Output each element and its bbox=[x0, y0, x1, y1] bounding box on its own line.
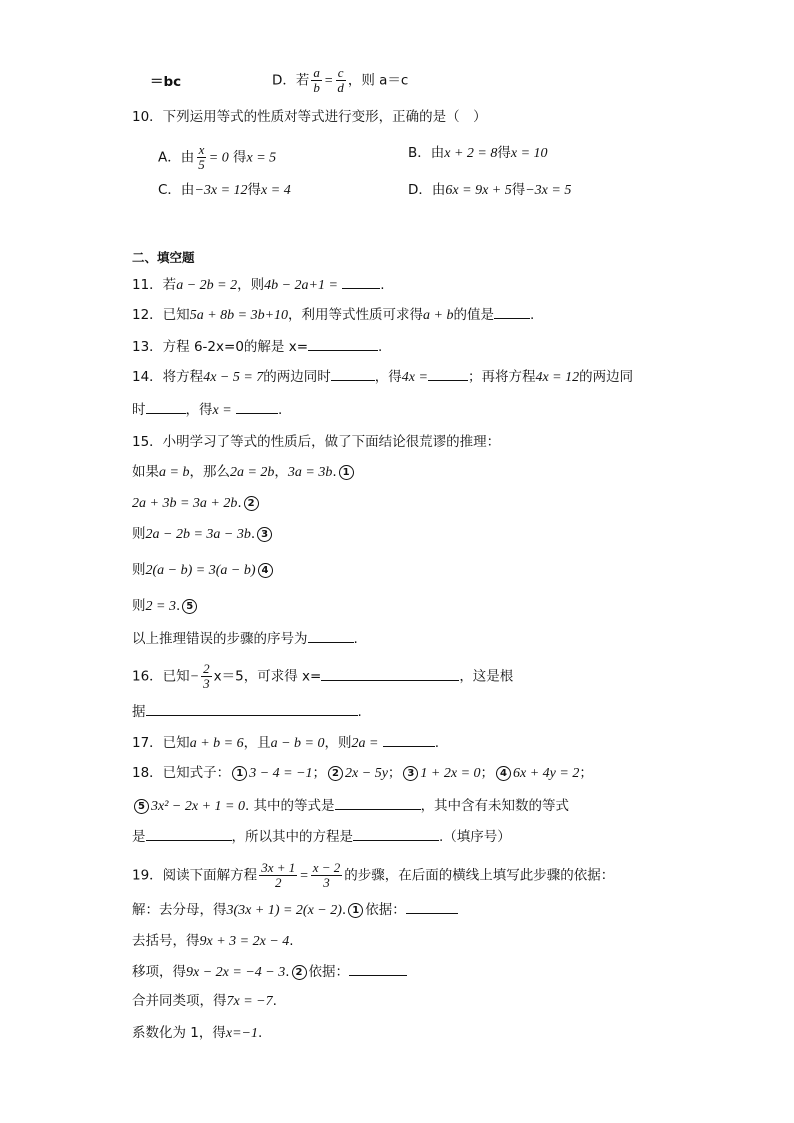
q18-text4: 是 bbox=[132, 829, 146, 845]
q10-a-res: x = 5 bbox=[246, 150, 277, 166]
q18-line1 bbox=[132, 763, 593, 784]
q12-expr2: a + b bbox=[423, 308, 454, 323]
q15-expr: 2a = 2b bbox=[229, 465, 275, 480]
frac-den: 2 bbox=[274, 875, 282, 890]
q10-d-res: −3x = 5 bbox=[525, 183, 572, 198]
q19-step5 bbox=[132, 1023, 262, 1044]
q10-c-get: 得 bbox=[247, 182, 262, 198]
circled-number-icon: 3 bbox=[257, 527, 272, 542]
q10-a-get: 得 bbox=[233, 149, 247, 166]
q10-d-get: 得 bbox=[511, 182, 526, 198]
q10-option-a bbox=[158, 143, 276, 172]
answer-blank[interactable] bbox=[146, 701, 358, 716]
fraction-2-3 bbox=[201, 662, 212, 691]
q19-text: 系数化为 1，得 bbox=[132, 1025, 226, 1041]
q10-b-label: B．由 bbox=[408, 145, 445, 161]
answer-blank[interactable] bbox=[353, 826, 439, 841]
q15-expr: 3a = 3b bbox=[287, 465, 333, 480]
q19-expr: 9x − 2x = −4 − 3 bbox=[186, 965, 286, 980]
q14-text2: 的两边同时 bbox=[263, 369, 331, 385]
answer-blank[interactable] bbox=[236, 399, 278, 414]
frac-num: a bbox=[313, 65, 320, 80]
q14-expr3: 4x = 12 bbox=[535, 370, 580, 385]
q10-d-expr: 6x = 9x + 5 bbox=[445, 183, 512, 198]
q16-end: . bbox=[357, 704, 362, 720]
frac-den: d bbox=[337, 80, 344, 95]
section-title: 二、填空题 bbox=[132, 250, 195, 265]
circled-number-icon: 3 bbox=[403, 766, 418, 781]
circled-number-icon: 5 bbox=[134, 799, 149, 814]
q16-line1 bbox=[132, 662, 513, 691]
q19-text2: 的步骤，在后面的横线上填写此步骤的依据： bbox=[344, 867, 615, 884]
q19-text: . bbox=[341, 902, 347, 918]
q15-text: . bbox=[237, 495, 242, 511]
q10-option-c bbox=[158, 180, 291, 201]
q19-text: 依据： bbox=[365, 902, 406, 918]
q18-line3 bbox=[132, 826, 511, 847]
q11-expr1: a − 2b = 2 bbox=[176, 278, 238, 293]
q19-text: 19．阅读下面解方程 bbox=[132, 867, 258, 884]
q19-step1 bbox=[132, 899, 458, 921]
q15-text: . bbox=[175, 598, 181, 614]
q14-text: 14．将方程 bbox=[132, 369, 204, 385]
q19-step4 bbox=[132, 991, 277, 1012]
q17-end: . bbox=[434, 735, 440, 751]
q16-line2 bbox=[132, 701, 362, 722]
q9-tail-text: ＝bc bbox=[150, 74, 182, 90]
q18-text3: ，其中含有未知数的等式 bbox=[420, 798, 570, 814]
q18-expr: 3x² − 2x + 1 = 0 bbox=[151, 799, 245, 814]
q15-expr: 2(a − b) = 3(a − b) bbox=[145, 563, 256, 578]
q18-sep: ； bbox=[480, 765, 495, 781]
q10-c-label: C．由 bbox=[158, 182, 195, 198]
answer-blank[interactable] bbox=[349, 961, 407, 976]
q19-expr: 3(3x + 1) = 2(x − 2) bbox=[226, 903, 342, 918]
q14-expr1: 4x − 5 = 7 bbox=[203, 370, 264, 385]
answer-blank[interactable] bbox=[321, 666, 459, 681]
q15-expr: 2a + 3b = 3a + 2b bbox=[132, 496, 238, 511]
q10-stem: 10．下列运用等式的性质对等式进行变形，正确的是（ ） bbox=[132, 109, 487, 125]
q10-b-expr: x + 2 = 8 bbox=[444, 146, 498, 161]
q15-text: . bbox=[250, 526, 256, 542]
q12 bbox=[132, 304, 534, 326]
minus-sign: − bbox=[189, 669, 200, 685]
q12-text3: 的值是 bbox=[453, 307, 494, 323]
q19-text: 解：去分母，得 bbox=[132, 902, 227, 918]
answer-blank[interactable] bbox=[331, 366, 375, 381]
q17-expr3: 2a = bbox=[351, 736, 379, 751]
q10-b-res: x = 10 bbox=[510, 146, 548, 161]
q17-expr1: a + b = 6 bbox=[189, 736, 244, 751]
q18-expr: 1 + 2x = 0 bbox=[420, 766, 481, 781]
frac-num: x bbox=[198, 142, 205, 157]
q15-step3 bbox=[132, 524, 274, 545]
frac-num: 2 bbox=[203, 661, 210, 676]
fraction-c-d bbox=[335, 66, 346, 95]
circled-number-icon: 2 bbox=[244, 496, 259, 511]
q18-text5: ，所以其中的方程是 bbox=[231, 829, 353, 845]
q15-text: . bbox=[332, 464, 337, 480]
q14-line1 bbox=[132, 366, 633, 388]
frac-num: x − 2 bbox=[312, 860, 341, 875]
q18-expr: 2x − 5y bbox=[345, 766, 388, 781]
fraction-a-b bbox=[311, 66, 322, 95]
q19-text: 依据： bbox=[308, 964, 350, 980]
q15-expr: a = b bbox=[159, 465, 190, 480]
q9-option-d-label: D．若 bbox=[272, 72, 310, 89]
q12-text2: ，利用等式性质可求得 bbox=[288, 307, 424, 323]
q15-expr: 2a − 2b = 3a − 3b bbox=[145, 527, 251, 542]
q15-stem: 15．小明学习了等式的性质后，做了下面结论很荒谬的推理： bbox=[132, 434, 501, 450]
frac-num: 3x + 1 bbox=[261, 860, 296, 875]
q9-option-d-tail: ，则 a＝c bbox=[347, 72, 409, 89]
q15-text: . bbox=[353, 631, 358, 647]
fraction-x-5 bbox=[196, 143, 207, 172]
q11-end: . bbox=[380, 277, 385, 293]
q18-text: 18．已知式子： bbox=[132, 765, 231, 781]
circled-number-icon: 1 bbox=[348, 903, 363, 918]
q19-text: 移项，得 bbox=[132, 964, 186, 980]
q15-text: 则 bbox=[132, 598, 146, 614]
q18-text2: . 其中的等式是 bbox=[244, 798, 335, 814]
answer-blank[interactable] bbox=[308, 628, 354, 643]
q12-text: 12．已知 bbox=[132, 307, 190, 323]
q15-text: ， bbox=[274, 464, 288, 480]
circled-number-icon: 2 bbox=[292, 965, 307, 980]
q10-b-get: 得 bbox=[497, 145, 511, 161]
circled-number-icon: 5 bbox=[182, 599, 197, 614]
q19-stem bbox=[132, 861, 614, 890]
q14-expr2: 4x = bbox=[401, 370, 428, 385]
q9-tail bbox=[150, 72, 181, 92]
answer-blank[interactable] bbox=[342, 274, 380, 289]
q19-text: . bbox=[285, 964, 290, 980]
circled-number-icon: 4 bbox=[496, 766, 511, 781]
q16-text2: x＝5，可求得 x= bbox=[213, 668, 322, 685]
q15-text: 则 bbox=[132, 562, 146, 578]
q19-text: 合并同类项，得 bbox=[132, 993, 227, 1009]
q17-text: 17．已知 bbox=[132, 735, 190, 751]
circled-number-icon: 1 bbox=[339, 465, 354, 480]
circled-number-icon: 1 bbox=[232, 766, 247, 781]
q19-text: 去括号，得 bbox=[132, 933, 200, 949]
q15-text: ，那么 bbox=[189, 464, 230, 480]
q19-step2 bbox=[132, 931, 294, 952]
q11-expr2: 4b − 2a+1 = bbox=[264, 278, 338, 293]
answer-blank[interactable] bbox=[494, 304, 530, 319]
q19-expr: 9x + 3 = 2x − 4 bbox=[199, 934, 290, 949]
q15-step5 bbox=[132, 596, 199, 617]
q10-a-eq: = 0 bbox=[208, 150, 229, 166]
q14-end: . bbox=[277, 402, 283, 418]
q13 bbox=[132, 336, 382, 357]
q18-line2 bbox=[132, 795, 569, 817]
q16-text4: 据 bbox=[132, 704, 146, 720]
q9-option-d bbox=[272, 66, 408, 95]
q12-expr1: 5a + 8b = 3b+10 bbox=[189, 308, 289, 323]
q14-line2 bbox=[132, 399, 282, 421]
circled-number-icon: 2 bbox=[328, 766, 343, 781]
q11-text: 11．若 bbox=[132, 277, 177, 293]
q14-text4: ；再将方程 bbox=[467, 369, 536, 385]
q19-text: . bbox=[258, 1025, 263, 1041]
answer-blank[interactable] bbox=[146, 399, 186, 414]
q17 bbox=[132, 732, 439, 754]
q18-sep: ； bbox=[387, 765, 402, 781]
fraction-lhs bbox=[259, 861, 297, 890]
q15-text: 如果 bbox=[132, 464, 159, 480]
q18-text6: .（填序号） bbox=[439, 829, 511, 845]
q19-expr: x=−1 bbox=[225, 1026, 258, 1041]
answer-blank[interactable] bbox=[335, 795, 421, 810]
q18-sep: ； bbox=[579, 765, 593, 781]
q10-option-d bbox=[408, 180, 571, 201]
q16-text: 16．已知 bbox=[132, 668, 190, 685]
frac-den: 3 bbox=[323, 875, 330, 890]
q17-expr2: a − b = 0 bbox=[270, 736, 325, 751]
q19-expr: 7x = −7 bbox=[226, 994, 273, 1009]
q15-step4 bbox=[132, 560, 275, 581]
equals-sign: = bbox=[299, 868, 309, 884]
q11 bbox=[132, 274, 385, 296]
q17-text2: ，且 bbox=[243, 735, 271, 751]
q18-expr: 6x + 4y = 2 bbox=[513, 766, 580, 781]
q11-text2: ，则 bbox=[237, 277, 265, 293]
q12-end: . bbox=[529, 307, 535, 323]
q13-text: 13．方程 6-2x=0的解是 x= bbox=[132, 339, 309, 355]
q10-c-expr: −3x = 12 bbox=[194, 183, 248, 198]
answer-blank[interactable] bbox=[146, 826, 232, 841]
q19-step3 bbox=[132, 961, 407, 983]
answer-blank[interactable] bbox=[406, 899, 458, 914]
q14-text3: ，得 bbox=[374, 369, 402, 385]
equals-sign: = bbox=[323, 73, 334, 89]
q14-expr4: x = bbox=[212, 403, 232, 418]
frac-den: b bbox=[313, 80, 320, 95]
q15-text: 则 bbox=[132, 526, 146, 542]
q14-text7: ，得 bbox=[185, 402, 213, 418]
q10-a-label: A．由 bbox=[158, 149, 195, 166]
q19-text: . bbox=[272, 993, 277, 1009]
q15-end bbox=[132, 628, 358, 649]
frac-den: 3 bbox=[203, 676, 210, 691]
q15-step2 bbox=[132, 493, 261, 514]
q13-end: . bbox=[378, 339, 383, 355]
q18-expr: 3 − 4 = −1 bbox=[249, 766, 313, 781]
frac-num: c bbox=[337, 65, 344, 80]
q14-text5: 的两边同 bbox=[579, 369, 634, 385]
answer-blank[interactable] bbox=[308, 336, 378, 351]
q10-d-label: D．由 bbox=[408, 182, 446, 198]
q15-text: 以上推理错误的步骤的序号为 bbox=[132, 631, 308, 647]
q17-text3: ，则 bbox=[324, 735, 352, 751]
q19-text: . bbox=[289, 933, 294, 949]
q15-expr: 2 = 3 bbox=[145, 599, 176, 614]
frac-den: 5 bbox=[198, 157, 205, 172]
q10-option-b bbox=[408, 143, 548, 164]
q15-step1 bbox=[132, 462, 356, 483]
q14-text6: 时 bbox=[132, 402, 146, 418]
circled-number-icon: 4 bbox=[258, 563, 273, 578]
q10-c-res: x = 4 bbox=[261, 183, 291, 198]
answer-blank[interactable] bbox=[428, 366, 468, 381]
fraction-rhs bbox=[311, 861, 343, 890]
answer-blank[interactable] bbox=[383, 732, 435, 747]
q18-sep: ； bbox=[312, 765, 327, 781]
q16-text3: ，这是根 bbox=[459, 668, 514, 685]
